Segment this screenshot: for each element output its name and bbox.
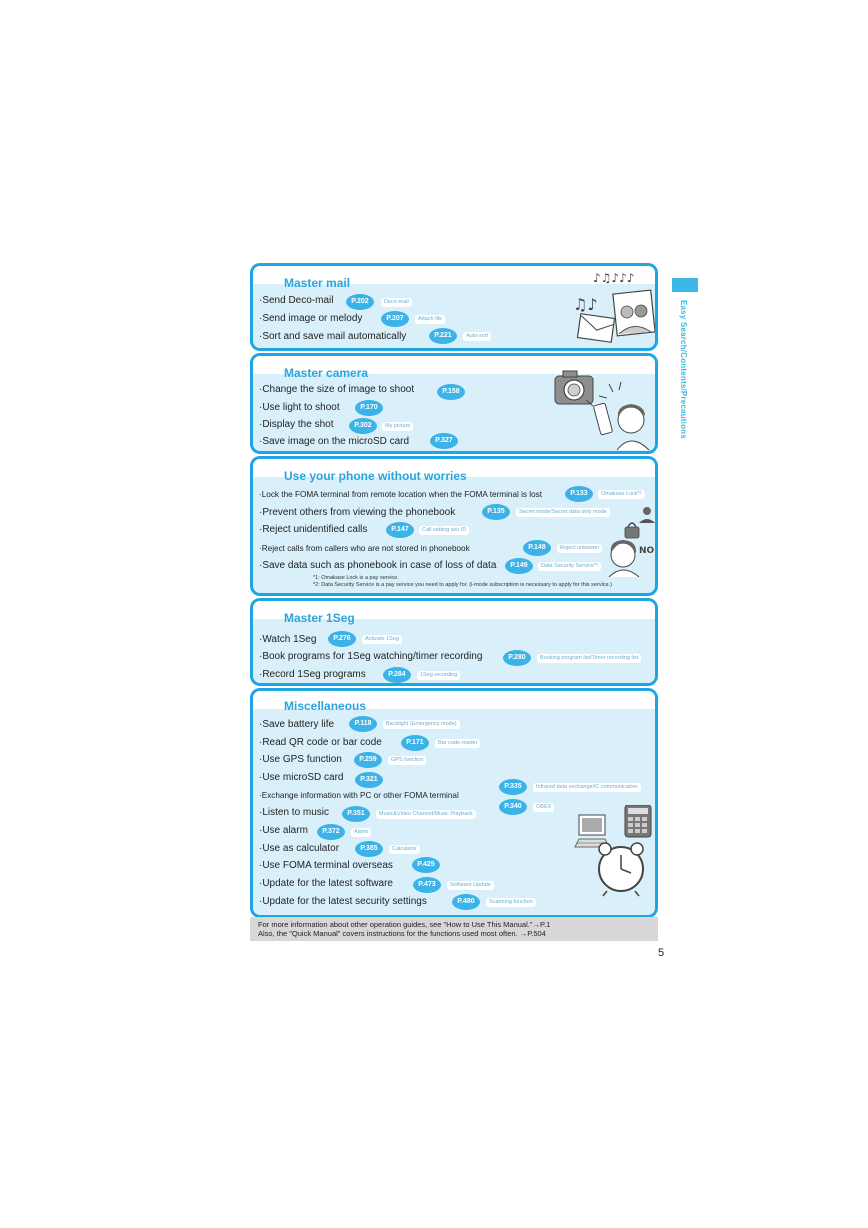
page-ref-button[interactable]: P.335 — [499, 779, 527, 795]
page-ref-button[interactable]: P.148 — [523, 540, 551, 556]
function-tag: Scanning function — [486, 898, 536, 907]
side-index-tab — [672, 278, 698, 292]
function-tag: Auto-sort — [463, 332, 491, 341]
page-ref-button[interactable]: P.280 — [503, 650, 531, 666]
list-item: ·Read QR code or bar code — [259, 737, 382, 748]
page-ref-button[interactable]: P.284 — [383, 667, 411, 683]
list-item: ·Sort and save mail automatically — [259, 331, 407, 342]
svg-text:♫♪: ♫♪ — [573, 295, 598, 314]
page-ref-button[interactable]: P.133 — [565, 486, 593, 502]
list-item: ·Display the shot — [259, 419, 334, 430]
footer-line-2: Also, the "Quick Manual" covers instructions for the functions used most often. →P.504 — [258, 929, 546, 938]
list-item: ·Save image on the microSD card — [259, 436, 410, 447]
section-title: Master camera — [284, 366, 369, 380]
section-master-camera — [250, 353, 658, 454]
list-item: ·Listen to music — [259, 807, 330, 818]
function-tag: Booking program list/Timer recording list — [537, 654, 641, 663]
list-item: ·Use as calculator — [259, 843, 340, 854]
function-tag: Calculator — [389, 845, 420, 854]
function-tag: Bar code reader — [435, 739, 480, 748]
page-ref-button[interactable]: P.276 — [328, 631, 356, 647]
security-illustration-icon — [603, 503, 658, 577]
list-item: ·Use light to shoot — [259, 402, 340, 413]
list-item: ·Update for the latest security settings — [259, 896, 427, 907]
page-number: 5 — [658, 947, 665, 959]
function-tag: Software Update — [447, 881, 494, 890]
svg-text:♪♫♪♪♪: ♪♫♪♪♪ — [593, 271, 635, 285]
list-item: ·Record 1Seg programs — [259, 669, 366, 680]
page-ref-button[interactable]: P.425 — [412, 857, 440, 873]
page-ref-button[interactable]: P.149 — [505, 558, 533, 574]
page-ref-button[interactable]: P.302 — [349, 418, 377, 434]
footer-line-1: For more information about other operation guides, see "How to Use This Manual."→P.1 — [258, 920, 551, 929]
function-tag: OBEX — [533, 803, 554, 812]
page-ref-button[interactable]: P.321 — [355, 772, 383, 788]
page-ref-button[interactable]: P.327 — [430, 433, 458, 449]
function-tag: Alarm — [351, 828, 371, 837]
list-item: ·Reject unidentified calls — [259, 524, 368, 535]
footer-note — [250, 917, 658, 941]
function-tag: Reject unknown — [557, 544, 602, 553]
function-tag: Secret mode/Secret data only mode — [516, 508, 610, 517]
page-ref-button[interactable]: P.473 — [413, 877, 441, 893]
page-ref-button[interactable]: P.340 — [499, 799, 527, 815]
list-item: ·Use microSD card — [259, 772, 344, 783]
page-ref-button[interactable]: P.202 — [346, 294, 374, 310]
page-ref-button[interactable]: P.351 — [342, 806, 370, 822]
svg-text:NO!: NO! — [639, 546, 659, 556]
list-item: ·Use GPS function — [259, 754, 342, 765]
list-item: ·Book programs for 1Seg watching/timer recording — [259, 651, 483, 662]
function-tag: My picture — [382, 422, 413, 431]
function-tag: Deco-mail — [381, 298, 412, 307]
page-ref-button[interactable]: P.158 — [437, 384, 465, 400]
section-title: Miscellaneous — [284, 699, 367, 713]
mail-illustration-icon — [571, 268, 657, 344]
function-tag: Music&Video Channel/Music Playback — [376, 810, 476, 819]
list-item: ·Use FOMA terminal overseas — [259, 860, 393, 871]
list-item: ·Exchange information with PC or other FOMA terminal — [259, 791, 459, 800]
page-ref-button[interactable]: P.135 — [482, 504, 510, 520]
list-item: ·Watch 1Seg — [259, 634, 317, 645]
function-tag: Infrared data exchange/iC communication — [533, 783, 641, 792]
list-item: ·Use alarm — [259, 825, 308, 836]
page-ref-button[interactable]: P.259 — [354, 752, 382, 768]
footnote-2: *2: Data Security Service is a pay service you need to apply for. (i-mode subscription is necessary to apply for this service.) — [313, 582, 612, 588]
section-title: Master mail — [284, 276, 351, 290]
function-tag: Data Security Service*² — [538, 562, 601, 571]
function-tag: Attach file — [415, 315, 445, 324]
list-item: ·Save data such as phonebook in case of loss of data — [259, 560, 497, 571]
page-ref-button[interactable]: P.480 — [452, 894, 480, 910]
function-tag: Activate 1Seg — [362, 635, 402, 644]
list-item: ·Send image or melody — [259, 313, 363, 324]
list-item: ·Update for the latest software — [259, 878, 393, 889]
page-ref-button[interactable]: P.221 — [429, 328, 457, 344]
footnote-1: *1: Omakase Lock is a pay service. — [313, 575, 399, 581]
function-tag: 1Seg recording — [417, 671, 460, 680]
function-tag: Backlight (Emergency mode) — [383, 720, 460, 729]
list-item: ·Lock the FOMA terminal from remote location when the FOMA terminal is lost — [259, 490, 543, 499]
list-item: ·Change the size of image to shoot — [259, 384, 415, 395]
pc-calculator-clock-illustration-icon — [573, 805, 657, 897]
side-index-label: Easy Search/Contents/Precautions — [679, 300, 688, 439]
section-miscellaneous — [250, 688, 658, 918]
section-master-mail — [250, 263, 658, 351]
page-ref-button[interactable]: P.147 — [386, 522, 414, 538]
list-item: ·Prevent others from viewing the phonebook — [259, 507, 456, 518]
list-item: ·Save battery life — [259, 719, 335, 730]
function-tag: GPS function — [388, 756, 426, 765]
list-item: ·Reject calls from callers who are not stored in phonebook — [259, 544, 470, 553]
page-ref-button[interactable]: P.385 — [355, 841, 383, 857]
page-ref-button[interactable]: P.207 — [381, 311, 409, 327]
section-phone-without-worries — [250, 456, 658, 596]
section-master-1seg — [250, 598, 658, 686]
page-ref-button[interactable]: P.118 — [349, 716, 377, 732]
function-tag: Omakase Lock*¹ — [598, 490, 645, 499]
page-ref-button[interactable]: P.170 — [355, 400, 383, 416]
page-ref-button[interactable]: P.171 — [401, 735, 429, 751]
section-title: Master 1Seg — [284, 611, 355, 625]
function-tag: Call setting w/o ID — [419, 526, 469, 535]
camera-illustration-icon — [551, 362, 658, 452]
section-title: Use your phone without worries — [284, 469, 467, 483]
list-item: ·Send Deco-mail — [259, 295, 334, 306]
page-ref-button[interactable]: P.372 — [317, 824, 345, 840]
